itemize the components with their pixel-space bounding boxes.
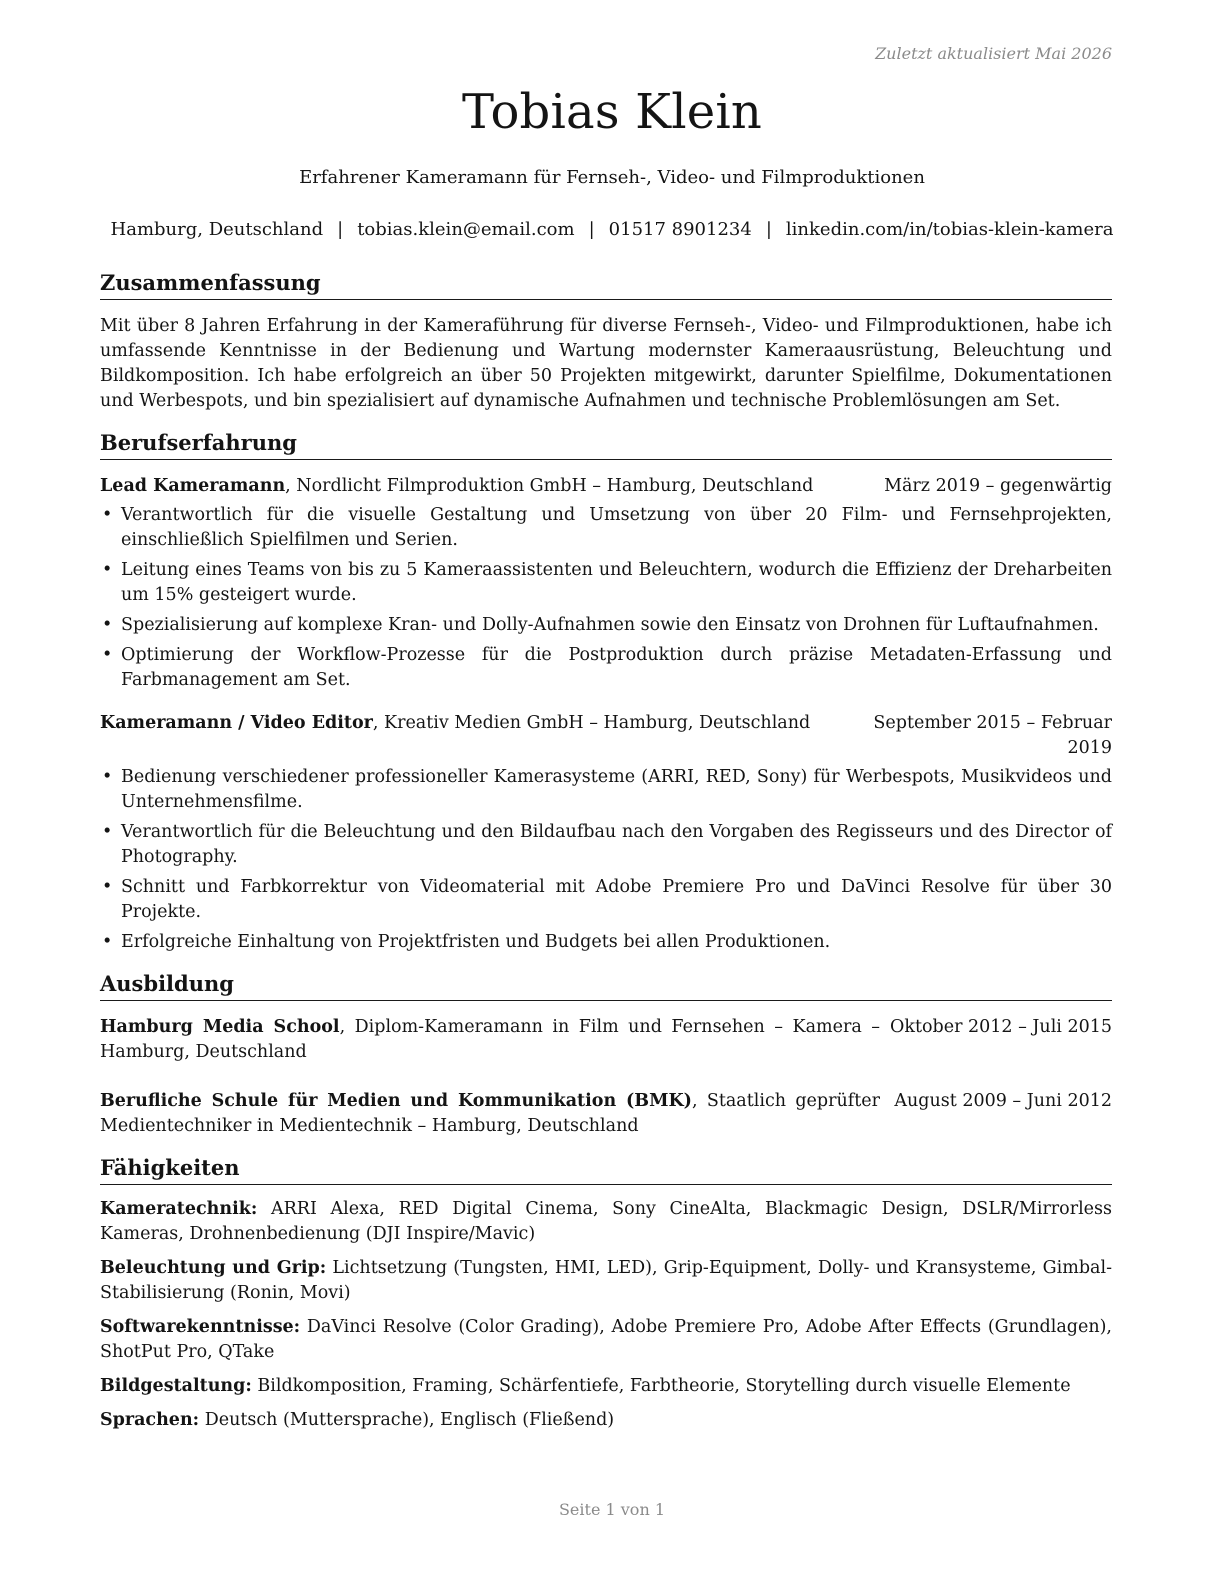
skill-value: DaVinci Resolve (Color Grading), Adobe Premiere Pro, Adobe After Effects (Grundlagen), ShotPut Pro, QTake bbox=[100, 1317, 1112, 1362]
education-section bbox=[100, 969, 1112, 1139]
education-degree: , Diplom-Kameramann in Film und Fernsehen – Kamera – Hamburg, Deutschland bbox=[100, 1017, 881, 1062]
job-title-line bbox=[100, 474, 884, 499]
contact-location: Hamburg, Deutschland bbox=[110, 219, 324, 240]
job-dates: September 2015 – Februar 2019 bbox=[873, 713, 1112, 758]
education-entry bbox=[100, 1015, 1112, 1065]
candidate-subtitle: Erfahrener Kameramann für Fernseh-, Video- und Filmproduktionen bbox=[299, 167, 925, 188]
education-entry bbox=[100, 1089, 1112, 1139]
job-entry bbox=[100, 711, 1112, 955]
bullet-icon: • bbox=[102, 505, 113, 525]
education-detail bbox=[100, 1089, 880, 1139]
skills-section bbox=[100, 1153, 1112, 1433]
skill-label: Bildgestaltung: bbox=[100, 1376, 252, 1396]
job-company: , Nordlicht Filmproduktion GmbH – Hamburg, Deutschland bbox=[285, 476, 814, 496]
contact-separator: | bbox=[337, 219, 344, 240]
job-bullets bbox=[100, 765, 1112, 955]
bullet-item bbox=[100, 930, 1112, 955]
job-role: Kameramann / Video Editor bbox=[100, 713, 373, 733]
education-degree: , Staatlich geprüfter Medientechniker in Medientechnik – Hamburg, Deutschland bbox=[100, 1091, 880, 1136]
bullet-item bbox=[100, 613, 1112, 638]
last-updated: Zuletzt aktualisiert Mai 2026 bbox=[875, 44, 1112, 63]
candidate-name: Tobias Klein bbox=[461, 84, 763, 140]
contact-linkedin[interactable]: linkedin.com/in/tobias-klein-kamera bbox=[785, 219, 1114, 240]
job-bullets bbox=[100, 503, 1112, 693]
bullet-item bbox=[100, 503, 1112, 553]
contact-separator: | bbox=[765, 219, 772, 240]
contact-phone: 01517 8901234 bbox=[608, 219, 752, 240]
skill-label: Softwarekenntnisse: bbox=[100, 1317, 301, 1337]
job-dates: März 2019 – gegenwärtig bbox=[884, 476, 1112, 496]
bullet-text: Verantwortlich für die visuelle Gestaltung und Umsetzung von über 20 Film- und Fernsehprojekten, einschließlich Spielfilmen und Serien. bbox=[121, 505, 1112, 550]
bullet-item bbox=[100, 765, 1112, 815]
bullet-item bbox=[100, 820, 1112, 870]
skill-item bbox=[100, 1315, 1112, 1365]
bullet-text: Spezialisierung auf komplexe Kran- und Dolly-Aufnahmen sowie den Einsatz von Drohnen für Luftaufnahmen. bbox=[121, 615, 1099, 635]
contact-separator: | bbox=[588, 219, 595, 240]
bullet-icon: • bbox=[102, 932, 113, 952]
section-title-education: Ausbildung bbox=[100, 969, 1112, 1001]
skill-value: ARRI Alexa, RED Digital Cinema, Sony CineAlta, Blackmagic Design, DSLR/Mirrorless Kameras, Drohnenbedienung (DJI Inspire/Mavic) bbox=[100, 1199, 1112, 1244]
summary-section bbox=[100, 268, 1112, 414]
job-role: Lead Kameramann bbox=[100, 476, 286, 496]
bullet-icon: • bbox=[102, 767, 113, 787]
bullet-icon: • bbox=[102, 560, 113, 580]
education-school: Berufliche Schule für Medien und Kommunikation (BMK) bbox=[100, 1091, 692, 1111]
job-entry bbox=[100, 474, 1112, 693]
job-header bbox=[100, 474, 1112, 499]
job-header bbox=[100, 711, 1112, 761]
contact-line bbox=[0, 219, 1224, 240]
education-dates: Oktober 2012 – Juli 2015 bbox=[890, 1017, 1112, 1037]
bullet-item bbox=[100, 875, 1112, 925]
contact-email[interactable]: tobias.klein@email.com bbox=[357, 219, 575, 240]
bullet-icon: • bbox=[102, 822, 113, 842]
bullet-text: Erfolgreiche Einhaltung von Projektfristen und Budgets bei allen Produktionen. bbox=[121, 932, 831, 952]
skill-value: Deutsch (Muttersprache), Englisch (Fließend) bbox=[199, 1410, 615, 1430]
education-dates: August 2009 – Juni 2012 bbox=[894, 1091, 1112, 1111]
bullet-text: Bedienung verschiedener professioneller Kamerasysteme (ARRI, RED, Sony) für Werbespots, Musikvideos und Unternehmensfilme. bbox=[121, 767, 1112, 812]
page-number: Seite 1 von 1 bbox=[558, 1500, 666, 1519]
job-title-line bbox=[100, 711, 872, 761]
job-company: , Kreativ Medien GmbH – Hamburg, Deutschland bbox=[372, 713, 811, 733]
skill-label: Kameratechnik: bbox=[100, 1199, 258, 1219]
bullet-text: Verantwortlich für die Beleuchtung und den Bildaufbau nach den Vorgaben des Regisseurs und des Director of Photography. bbox=[121, 822, 1112, 867]
section-title-skills: Fähigkeiten bbox=[100, 1153, 1112, 1185]
skill-value: Bildkomposition, Framing, Schärfentiefe, Farbtheorie, Storytelling durch visuelle Elemente bbox=[251, 1376, 1071, 1396]
skill-item bbox=[100, 1374, 1112, 1399]
section-title-summary: Zusammenfassung bbox=[100, 268, 1112, 300]
resume-content bbox=[100, 268, 1112, 1433]
section-title-experience: Berufserfahrung bbox=[100, 428, 1112, 460]
skill-label: Sprachen: bbox=[100, 1410, 200, 1430]
bullet-icon: • bbox=[102, 877, 113, 897]
education-detail bbox=[100, 1015, 880, 1065]
skill-item bbox=[100, 1197, 1112, 1247]
bullet-text: Schnitt und Farbkorrektur von Videomaterial mit Adobe Premiere Pro und DaVinci Resolve für über 30 Projekte. bbox=[121, 877, 1112, 922]
bullet-item bbox=[100, 558, 1112, 608]
skill-item bbox=[100, 1408, 1112, 1433]
skill-item bbox=[100, 1256, 1112, 1306]
bullet-icon: • bbox=[102, 615, 113, 635]
experience-section bbox=[100, 428, 1112, 955]
bullet-text: Leitung eines Teams von bis zu 5 Kameraassistenten und Beleuchtern, wodurch die Effizienz der Dreharbeiten um 15% gesteigert wurde. bbox=[121, 560, 1112, 605]
skill-label: Beleuchtung und Grip: bbox=[100, 1258, 327, 1278]
education-school: Hamburg Media School bbox=[100, 1017, 340, 1037]
skill-value: Lichtsetzung (Tungsten, HMI, LED), Grip-Equipment, Dolly- und Kransysteme, Gimbal-Stabilisierung (Ronin, Movi) bbox=[100, 1258, 1112, 1303]
bullet-item bbox=[100, 643, 1112, 693]
bullet-icon: • bbox=[102, 645, 113, 665]
bullet-text: Optimierung der Workflow-Prozesse für die Postproduktion durch präzise Metadaten-Erfassung und Farbmanagement am Set. bbox=[121, 645, 1112, 690]
summary-text: Mit über 8 Jahren Erfahrung in der Kameraführung für diverse Fernseh-, Video- und Filmproduktionen, habe ich umfassende Kenntnisse in der Bedienung und Wartung modernster Kameraausrüstung, Beleuchtung und Bildkomposition. Ich habe erfolgreich an über 50 Projekten mitgewirkt, darunter Spielfilme, Dokumentationen und Werbespots, und bin spezialisiert auf dynamische Aufnahmen und technische Problemlösungen am Set. bbox=[100, 316, 1112, 411]
